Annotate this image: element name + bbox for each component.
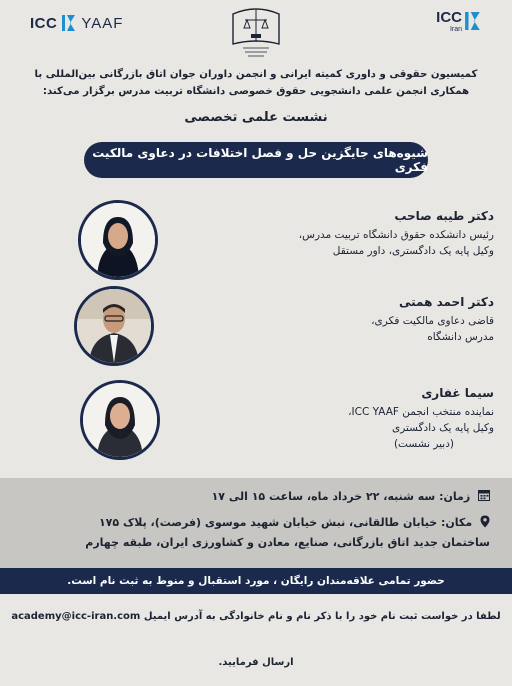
place-label: مکان:	[441, 516, 473, 529]
speaker-name: دکتر احمد همتی	[399, 295, 494, 309]
speaker-portrait-icon	[83, 383, 157, 457]
time-value: سه شنبه، ۲۲ خرداد ماه، ساعت ۱۵ الی ۱۷	[211, 490, 436, 503]
speaker-photo	[74, 286, 154, 366]
icc-k-mark-icon	[464, 10, 482, 32]
time-label: زمان:	[439, 490, 471, 503]
speaker-desc-line: مدرس دانشگاه	[427, 331, 494, 343]
intro-line-1: کمیسیون حقوقی و داوری کمیته ایرانی و انجمن داوران جوان اتاق بازرگانی بین‌المللی با	[34, 69, 478, 80]
event-title-banner	[84, 142, 428, 178]
speaker-desc-line: وکیل پایه یک دادگستری	[391, 422, 494, 434]
event-time	[20, 488, 490, 506]
speaker-desc-line: رئیس دانشکده حقوق دانشگاه تربیت مدرس،	[298, 229, 494, 241]
event-subtitle: نشست علمی تخصصی	[184, 110, 328, 125]
event-title: شیوه‌های جایگزین حل و فصل اختلافات در دعاوی مالکیت فکری	[92, 146, 428, 174]
speaker-desc-line: نماینده منتخب انجمن ICC YAAF،	[348, 406, 494, 418]
calendar-icon	[478, 489, 490, 501]
speaker-desc-line: (دبیر نشست)	[393, 438, 454, 450]
registration-instructions	[0, 594, 512, 668]
speaker-photo	[80, 380, 160, 460]
logo-yaaf-text: YAAF	[81, 14, 124, 32]
place-line-2: ساختمان جدید اتاق بازرگانی، صنایع، معادن و کشاورزی ایران، طبقه چهارم	[85, 536, 490, 549]
logo-iran-text: Iran	[449, 26, 462, 33]
logo-icc-text: ICC	[30, 14, 58, 32]
speaker-portrait-icon	[81, 203, 155, 277]
location-pin-icon	[480, 515, 490, 528]
speaker-desc-line: قاضی دعاوی مالکیت فکری،	[371, 315, 494, 327]
speaker-info	[194, 207, 494, 259]
event-info-band	[0, 478, 512, 568]
speaker-desc-line: وکیل پایه یک دادگستری، داور مستقل	[332, 245, 494, 257]
speaker-photo	[78, 200, 158, 280]
speaker-name: دکتر طیبه صاحب	[394, 209, 494, 223]
register-email-link[interactable]: academy@icc-iran.com	[11, 611, 141, 622]
intro-text	[18, 66, 494, 100]
place-line-1: خیابان طالقانی، نبش خیابان شهید موسوی (فرصت)، پلاک ۱۷۵	[98, 516, 438, 529]
speaker-info	[194, 293, 494, 345]
speaker-name: سیما غفاری	[421, 386, 494, 400]
university-seal-icon	[229, 4, 283, 62]
registration-notice: حضور تمامی علاقه‌مندان رایگان ، مورد استقبال و منوط به ثبت نام است.	[0, 568, 512, 594]
icc-k-mark-icon	[61, 14, 77, 32]
intro-line-2: همکاری انجمن علمی دانشجویی حقوق خصوصی دانشگاه تربیت مدرس برگزار می‌کند:	[42, 86, 470, 97]
icc-yaaf-logo	[30, 14, 123, 32]
logo-icc-text: ICC	[436, 9, 462, 26]
speaker-info	[194, 384, 494, 452]
event-place	[20, 514, 490, 532]
icc-iran-logo	[436, 10, 482, 33]
register-text-before: لطفا در خواست ثبت نام خود را با ذکر نام و نام خانوادگی به آدرس ایمیل	[143, 611, 501, 622]
speaker-portrait-icon	[77, 289, 151, 363]
register-text-after: ارسال فرمایید.	[218, 657, 294, 668]
